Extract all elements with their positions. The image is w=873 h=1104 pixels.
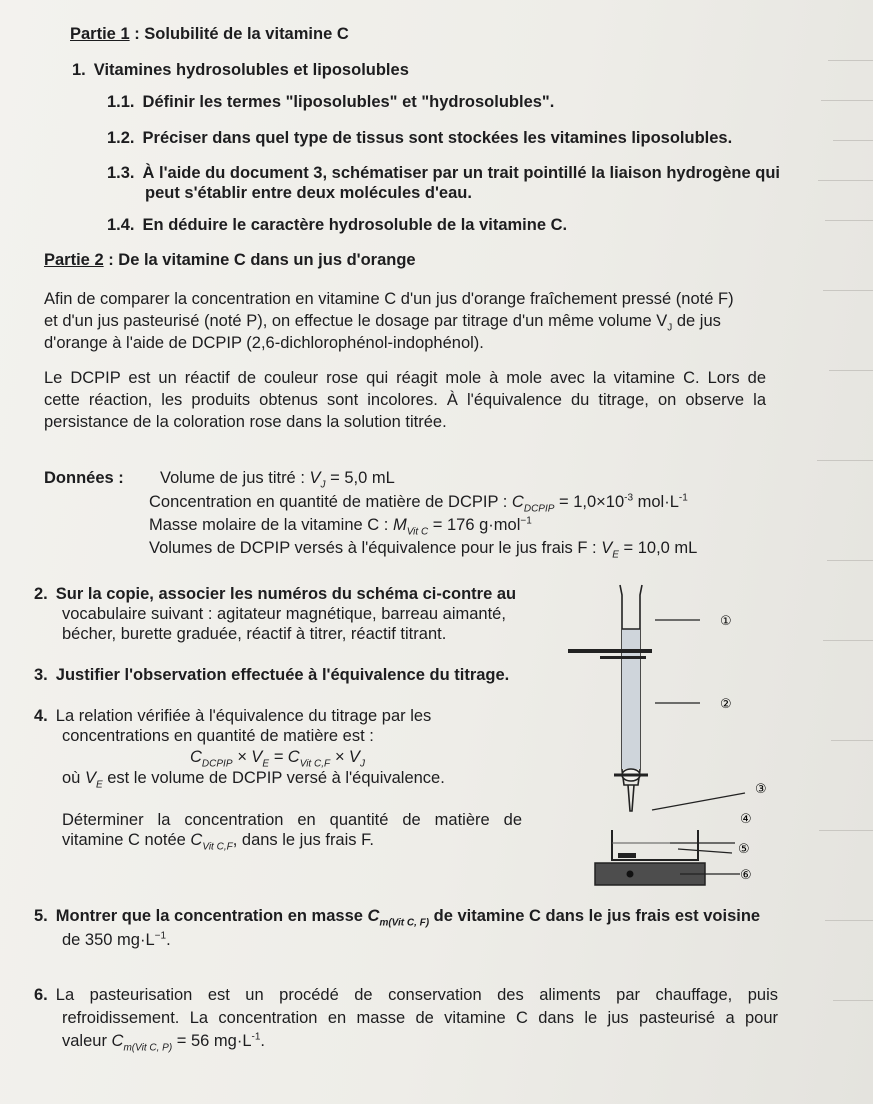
question-2: 2. Sur la copie, associer les numéros du schéma ci-contre au <box>34 585 517 603</box>
dcpip-paragraph-line2: cette réaction, les produits obtenus sont incolores. À l'équivalence du titrage, on observe la <box>44 391 766 409</box>
question-1: 1. Vitamines hydrosolubles et liposolubles <box>72 61 409 79</box>
schema-label-6: ⑥ <box>740 868 752 883</box>
question-4-definition: où $V_E$ est le volume de DCPIP versé à l'équivalence. <box>62 769 445 791</box>
donnee-volume-equivalence: Volumes de DCPIP versés à l'équivalence pour le jus frais F : $V_E = 10,0$ mL <box>149 539 698 561</box>
partie1-title: Partie 1 : Solubilité de la vitamine C <box>70 25 349 43</box>
schema-label-2: ② <box>720 697 732 712</box>
stir-bar <box>618 853 636 858</box>
question-1-1: 1.1. Définir les termes "liposolubles" et "hydrosolubles". <box>107 93 555 111</box>
question-2-line3: bécher, burette graduée, réactif à titrer, réactif titrant. <box>62 625 447 643</box>
question-1-3: 1.3. À l'aide du document 3, schématiser par un trait pointillé la liaison hydrogène qui <box>107 164 781 182</box>
bleed-through-lines <box>813 40 873 1040</box>
dcpip-paragraph-line1: Le DCPIP est un réactif de couleur rose qui réagit mole à mole avec la vitamine C. Lors de <box>44 369 766 387</box>
question-6: 6. La pasteurisation est un procédé de conservation des aliments par chauffage, puis <box>34 986 778 1004</box>
question-1-2: 1.2. Préciser dans quel type de tissus sont stockées les vitamines liposolubles. <box>107 129 733 147</box>
donnee-volume-jus: Volume de jus titré : $V_J = 5,0$ mL <box>160 469 395 491</box>
intro-paragraph-line2: et d'un jus pasteurisé (noté P), on effectue le dosage par titrage d'un même volume $V_J$ de jus <box>44 312 721 334</box>
question-5: 5. Montrer que la concentration en masse $C_{m(Vit C, F)}$ de vitamine C dans le jus frais est voisine <box>34 907 761 929</box>
question-4-determine-line1: Déterminer la concentration en quantité de matière de <box>62 811 522 829</box>
dcpip-paragraph-line3: persistance de la coloration rose dans la solution titrée. <box>44 413 447 431</box>
schema-label-3: ③ <box>755 782 767 797</box>
schema-label-1: ① <box>720 614 732 629</box>
intro-paragraph-line3: d'orange à l'aide de DCPIP (2,6-dichlorophénol-indophénol). <box>44 334 484 352</box>
schema-label-5: ⑤ <box>738 842 750 857</box>
clamp-top <box>568 649 652 653</box>
stopcock <box>614 769 648 811</box>
donnee-concentration-dcpip: Concentration en quantité de matière de DCPIP : $C_{DCPIP} = 1,0\times 10^{-3}$ $mol\cdot L^{-1}$ <box>149 492 688 515</box>
question-1-3-line2: peut s'établir entre deux molécules d'eau. <box>145 184 472 202</box>
burette <box>620 585 642 770</box>
partie2-title: Partie 2 : De la vitamine C dans un jus d'orange <box>44 251 416 269</box>
question-4-line2: concentrations en quantité de matière est : <box>62 727 374 745</box>
clamp-bottom <box>600 656 646 659</box>
intro-paragraph-line1: Afin de comparer la concentration en vitamine C d'un jus d'orange fraîchement pressé (noté F) <box>44 290 734 308</box>
question-4-determine-line2: vitamine C notée $C_{Vit C,F}$, dans le jus frais F. <box>62 831 374 853</box>
question-5-line2: de 350 $mg\cdot L^{-1}$. <box>62 930 171 949</box>
schema-label-4: ④ <box>740 812 752 827</box>
donnee-masse-molaire: Masse molaire de la vitamine C : $M_{Vit C} = 176$ g·mol$^{-1}$ <box>149 515 532 538</box>
question-6-line2: refroidissement. La concentration en masse de vitamine C dans le jus pasteurisé a pour <box>62 1009 778 1027</box>
question-2-line2: vocabulaire suivant : agitateur magnétique, barreau aimanté, <box>62 605 506 623</box>
question-3: 3. Justifier l'observation effectuée à l'équivalence du titrage. <box>34 666 510 684</box>
titration-diagram <box>560 575 790 895</box>
donnees-label: Données : <box>44 469 124 487</box>
question-1-4: 1.4. En déduire le caractère hydrosoluble de la vitamine C. <box>107 216 568 234</box>
equivalence-relation: $C_{DCPIP} \times V_E = C_{Vit C,F} \times V_J$ <box>190 748 365 770</box>
stirrer-knob <box>627 871 634 878</box>
question-6-line3: valeur $C_{m(Vit C, P)} = 56$ $mg\cdot L^{-1}$. <box>62 1031 266 1054</box>
question-4: 4. La relation vérifiée à l'équivalence du titrage par les <box>34 707 432 725</box>
